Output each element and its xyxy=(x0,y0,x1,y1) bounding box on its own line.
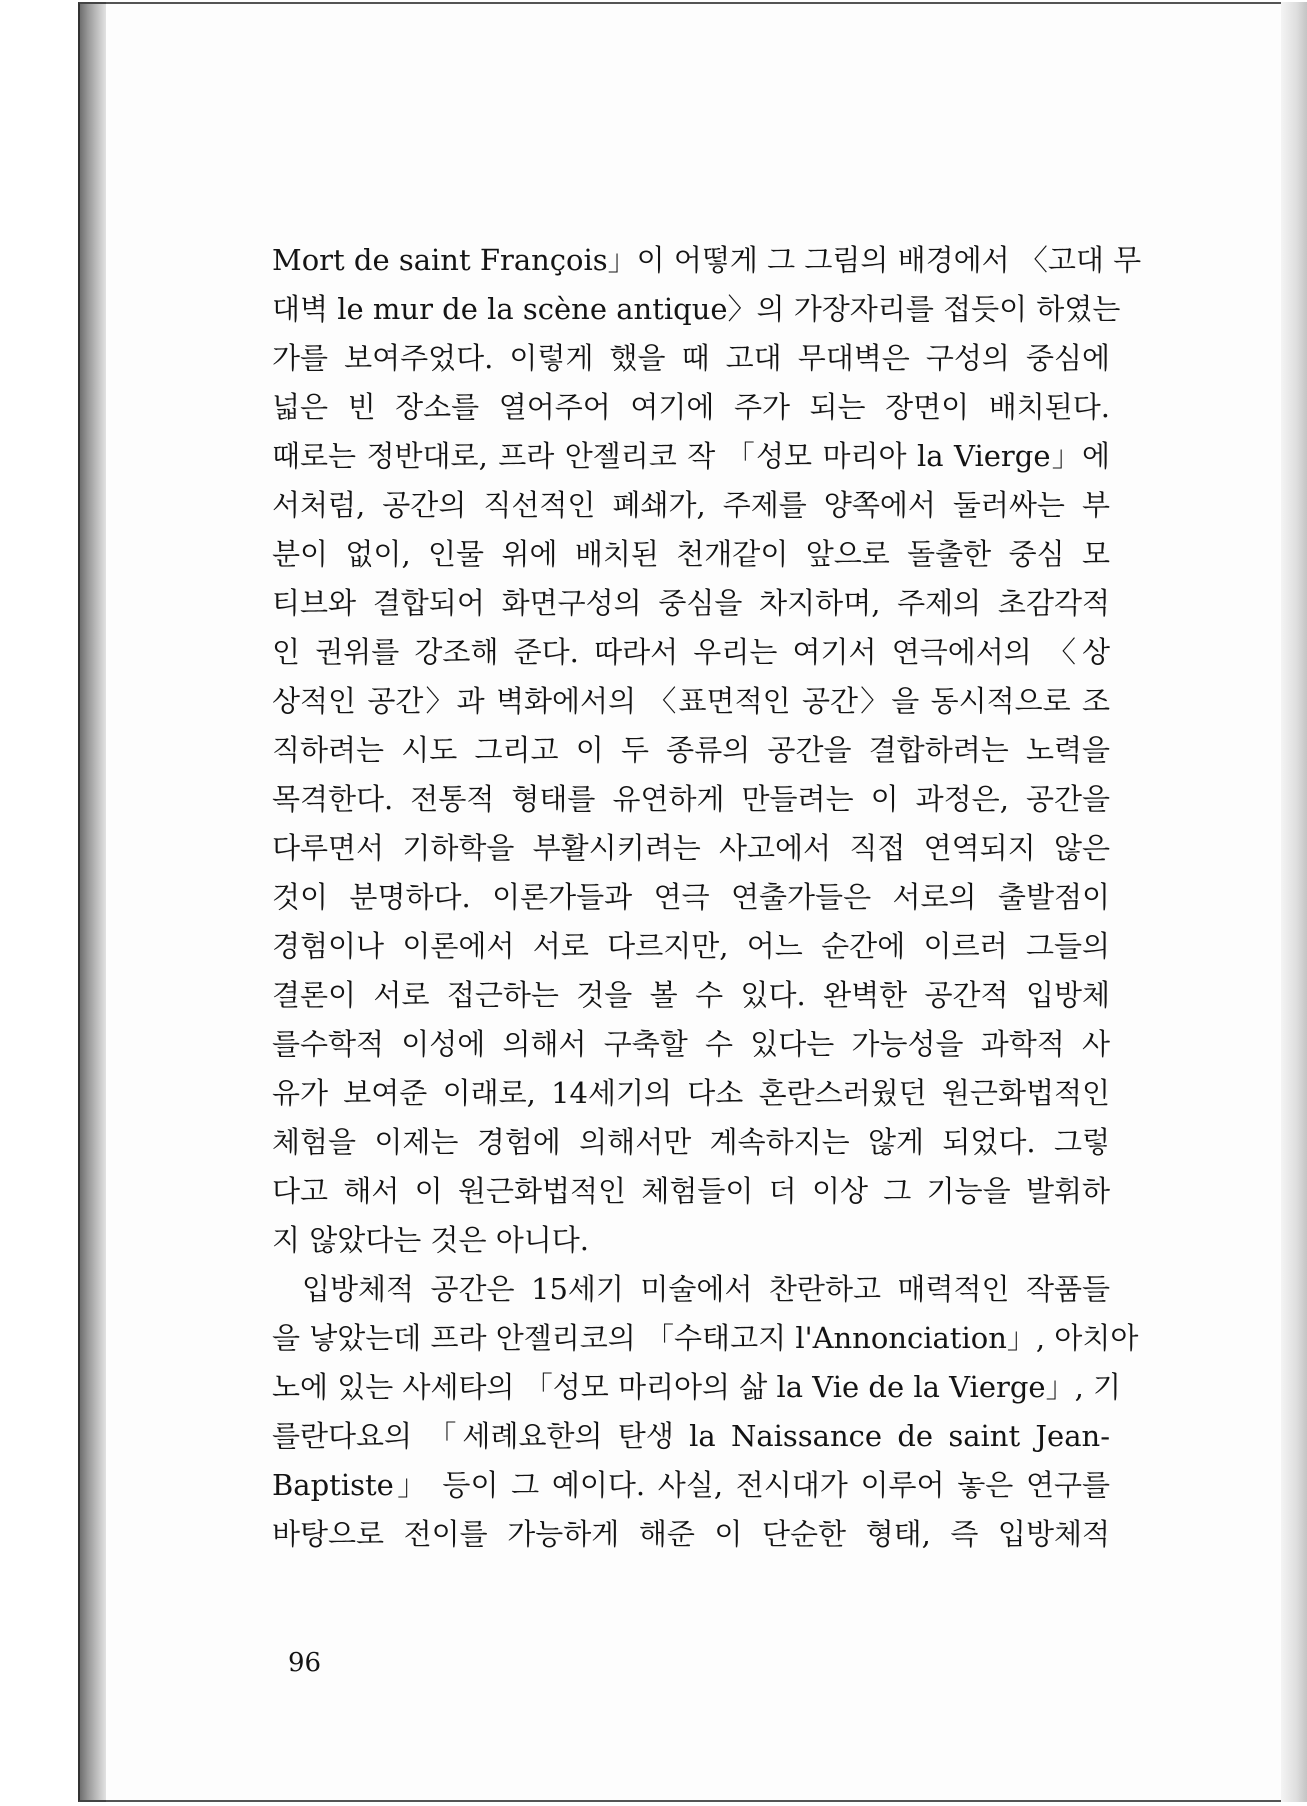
text-line: 서처럼, 공간의 직선적인 폐쇄가, 주제를 양쪽에서 둘러싸는 부 xyxy=(272,488,1110,522)
text-line: 가를 보여주었다. 이렇게 했을 때 고대 무대벽은 구성의 중심에 xyxy=(272,341,1110,375)
text-line: 때로는 정반대로, 프라 안젤리코 작 「성모 마리아 la Vierge」에 xyxy=(272,439,1110,473)
paragraph-1 xyxy=(272,236,1142,1265)
text-line: 을 낳았는데 프라 안젤리코의 「수태고지 l'Annonciation」, 아치아 xyxy=(272,1321,1139,1355)
text-line: 를수학적 이성에 의해서 구축할 수 있다는 가능성을 과학적 사 xyxy=(272,1027,1110,1061)
page-right-shadow xyxy=(1281,2,1307,1802)
text-line: Mort de saint François」이 어떻게 그 그림의 배경에서 〈고대 무 xyxy=(272,243,1142,277)
text-line: 인 권위를 강조해 준다. 따라서 우리는 여기서 연극에서의 〈상 xyxy=(272,635,1110,669)
paragraph-2 xyxy=(272,1265,1139,1559)
text-line: Baptiste」 등이 그 예이다. 사실, 전시대가 이루어 놓은 연구를 xyxy=(272,1468,1110,1502)
book-spine-edge xyxy=(78,2,108,1802)
text-line: 분이 없이, 인물 위에 배치된 천개같이 앞으로 돌출한 중심 모 xyxy=(272,537,1110,571)
text-line: 상적인 공간〉과 벽화에서의 〈표면적인 공간〉을 동시적으로 조 xyxy=(272,684,1110,718)
page-number: 96 xyxy=(288,1648,322,1678)
text-line: 티브와 결합되어 화면구성의 중심을 차지하며, 주제의 초감각적 xyxy=(272,586,1110,620)
text-line: 넓은 빈 장소를 열어주어 여기에 주가 되는 장면이 배치된다. xyxy=(272,390,1110,424)
text-line: 직하려는 시도 그리고 이 두 종류의 공간을 결합하려는 노력을 xyxy=(272,733,1110,767)
text-line: 지 않았다는 것은 아니다. xyxy=(272,1223,590,1257)
text-line: 대벽 le mur de la scène antique〉의 가장자리를 접듯이 하였는 xyxy=(272,292,1121,326)
text-line: 다루면서 기하학을 부활시키려는 사고에서 직접 연역되지 않은 xyxy=(272,831,1110,865)
text-line: 입방체적 공간은 15세기 미술에서 찬란하고 매력적인 작품들 xyxy=(302,1272,1110,1306)
text-line: 경험이나 이론에서 서로 다르지만, 어느 순간에 이르러 그들의 xyxy=(272,929,1110,963)
text-line: 것이 분명하다. 이론가들과 연극 연출가들은 서로의 출발점이 xyxy=(272,880,1110,914)
text-line: 다고 해서 이 원근화법적인 체험들이 더 이상 그 기능을 발휘하 xyxy=(272,1174,1110,1208)
text-line: 유가 보여준 이래로, 14세기의 다소 혼란스러웠던 원근화법적인 xyxy=(272,1076,1110,1110)
text-line: 결론이 서로 접근하는 것을 볼 수 있다. 완벽한 공간적 입방체 xyxy=(272,978,1110,1012)
text-line: 노에 있는 사세타의 「성모 마리아의 삶 la Vie de la Vierge」, 기 xyxy=(272,1370,1122,1404)
body-text xyxy=(272,236,1142,1559)
text-line: 를란다요의 「세례요한의 탄생 la Naissance de saint Jean- xyxy=(272,1419,1110,1453)
text-line: 체험을 이제는 경험에 의해서만 계속하지는 않게 되었다. 그렇 xyxy=(272,1125,1110,1159)
text-line: 목격한다. 전통적 형태를 유연하게 만들려는 이 과정은, 공간을 xyxy=(272,782,1110,816)
text-line: 바탕으로 전이를 가능하게 해준 이 단순한 형태, 즉 입방체적 xyxy=(272,1517,1110,1551)
